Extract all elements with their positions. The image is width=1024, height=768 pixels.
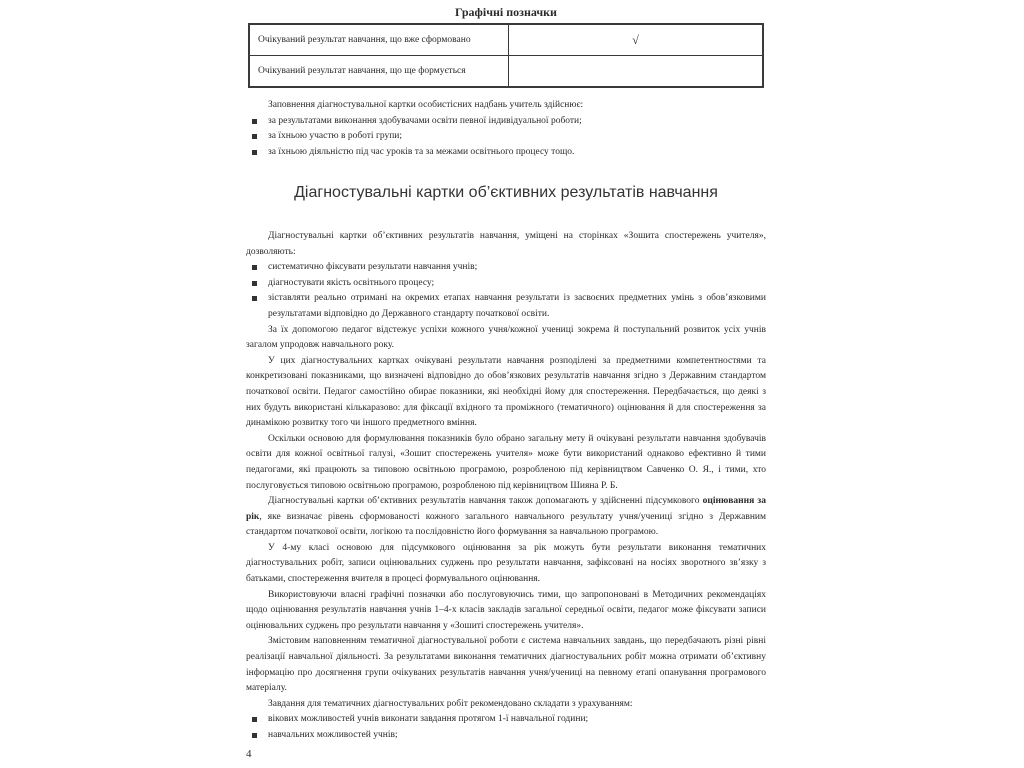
intro-lead: Заповнення діагностувальної картки особистісних надбань учитель здійснює: [268, 100, 584, 110]
intro-block [246, 98, 766, 160]
paragraph: Завдання для тематичних діагностувальних робіт рекомендовано складати з урахуванням: [268, 698, 633, 709]
section-title: Діагностувальні картки об’єктивних результатів навчання [294, 184, 718, 201]
document-page [246, 0, 766, 768]
list-item: вікових можливостей учнів виконати завдання протягом 1-ї навчальної години; [246, 712, 766, 728]
legend-row [249, 24, 763, 56]
bullet-list [246, 712, 766, 743]
legend-row [249, 56, 763, 88]
list-item: за їхньою участю в роботі групи; [246, 129, 766, 145]
legend-row-mark [509, 56, 764, 88]
body-text [246, 229, 766, 744]
paragraph: Оскільки основою для формулювання показників було обрано загальну мету й очікувані результати навчання здобувачів освіти для кожної освітньої галузі, «Зошит спостережень учителя» може бути використаний однаково ефективно й тими педагогами, які працюють за типовою освітньою програмою, розробленою під керівництвом Савченко О. Я., і тими, хто послуговується типовою освітньою програмою, розробленою під керівництвом Шияна Р. Б. [246, 433, 766, 491]
list-item: за результатами виконання здобувачами освіти певної індивідуальної роботи; [246, 114, 766, 130]
legend-row-label: Очікуваний результат навчання, що вже сформовано [249, 24, 509, 56]
legend-title: Графічні позначки [455, 5, 557, 19]
list-item: систематично фіксувати результати навчання учнів; [246, 260, 766, 276]
paragraph: Змістовим наповненням тематичної діагностувальної роботи є система навчальних завдань, що передбачають різні рівні реалізації навчальної діяльності. За результатами виконання тематичних діагностувальних робіт можна отримати об’єктивну інформацію про досягнення групи очікуваних результатів навчання учня/учениці на певному етапі опанування програмового матеріалу. [246, 636, 766, 694]
paragraph: У цих діагностувальних картках очікувані результати навчання розподілені за предметними компетентностями та конкретизовані показниками, що визначені відповідно до обов’язкових результатів навчання згідно з Державним стандартом початкової освіти. Педагог самостійно обирає показники, які необхідні йому для спостереження. Передбачається, що деякі з них будуть використані кількаразово: для фіксації вхідного та проміжного (тематичного) оцінювання й для спостереження за динамікою розвитку того чи іншого предметного вміння. [246, 355, 766, 429]
paragraph: Використовуючи власні графічні позначки або послуговуючись тими, що запропоновані в Методичних рекомендаціях щодо оцінювання результатів навчання учнів 1–4-х класів закладів загальної середньої освіти, педагог може фіксувати записи оцінювальних суджень про результати навчання у «Зошиті спостережень учителя». [246, 589, 766, 631]
page-number: 4 [246, 748, 252, 760]
paragraph: Діагностувальні картки об’єктивних результатів навчання, уміщені на сторінках «Зошита спостережень учителя», дозволяють: [246, 231, 766, 257]
list-item: зіставляти реально отримані на окремих етапах навчання результати із засвоєних предметних умінь з обов’язковими результатами відповідно до Державного стандарту початкової освіти. [246, 291, 766, 322]
list-item: діагностувати якість освітнього процесу; [246, 276, 766, 292]
paragraph: За їх допомогою педагог відстежує успіхи кожного учня/кожної учениці зокрема й поступальний розвиток усіх учнів загалом упродовж навчального року. [246, 324, 766, 351]
legend-row-label: Очікуваний результат навчання, що ще формується [249, 56, 509, 88]
paragraph-text: Діагностувальні картки об’єктивних результатів навчання також допомагають у здійсненні підсумкового [268, 496, 703, 507]
paragraph: У 4-му класі основою для підсумкового оцінювання за рік можуть бути результати виконання тематичних діагностувальних робіт, записи оцінювальних суджень про результати навчання, зафіксовані на носіях зворотного зв’язку з батьками, спостереження вчителя в процесі формувального оцінювання. [246, 542, 766, 585]
legend-table [248, 23, 764, 88]
checkmark-icon: √ [509, 24, 764, 56]
intro-bullet-list [246, 114, 766, 161]
list-item: за їхньою діяльністю під час уроків та за межами освітнього процесу тощо. [246, 145, 766, 161]
paragraph [246, 494, 766, 541]
bullet-list [246, 260, 766, 322]
paragraph-text: , яке визначає рівень сформованості кожного загального навчального результату учня/учениці згідно з Державним стандартом початкової освіти, логікою та послідовністю його формування за навчальною програмою. [246, 511, 766, 538]
bold-phrase: оцінювання за рік [246, 496, 766, 522]
list-item: навчальних можливостей учнів; [246, 728, 766, 744]
